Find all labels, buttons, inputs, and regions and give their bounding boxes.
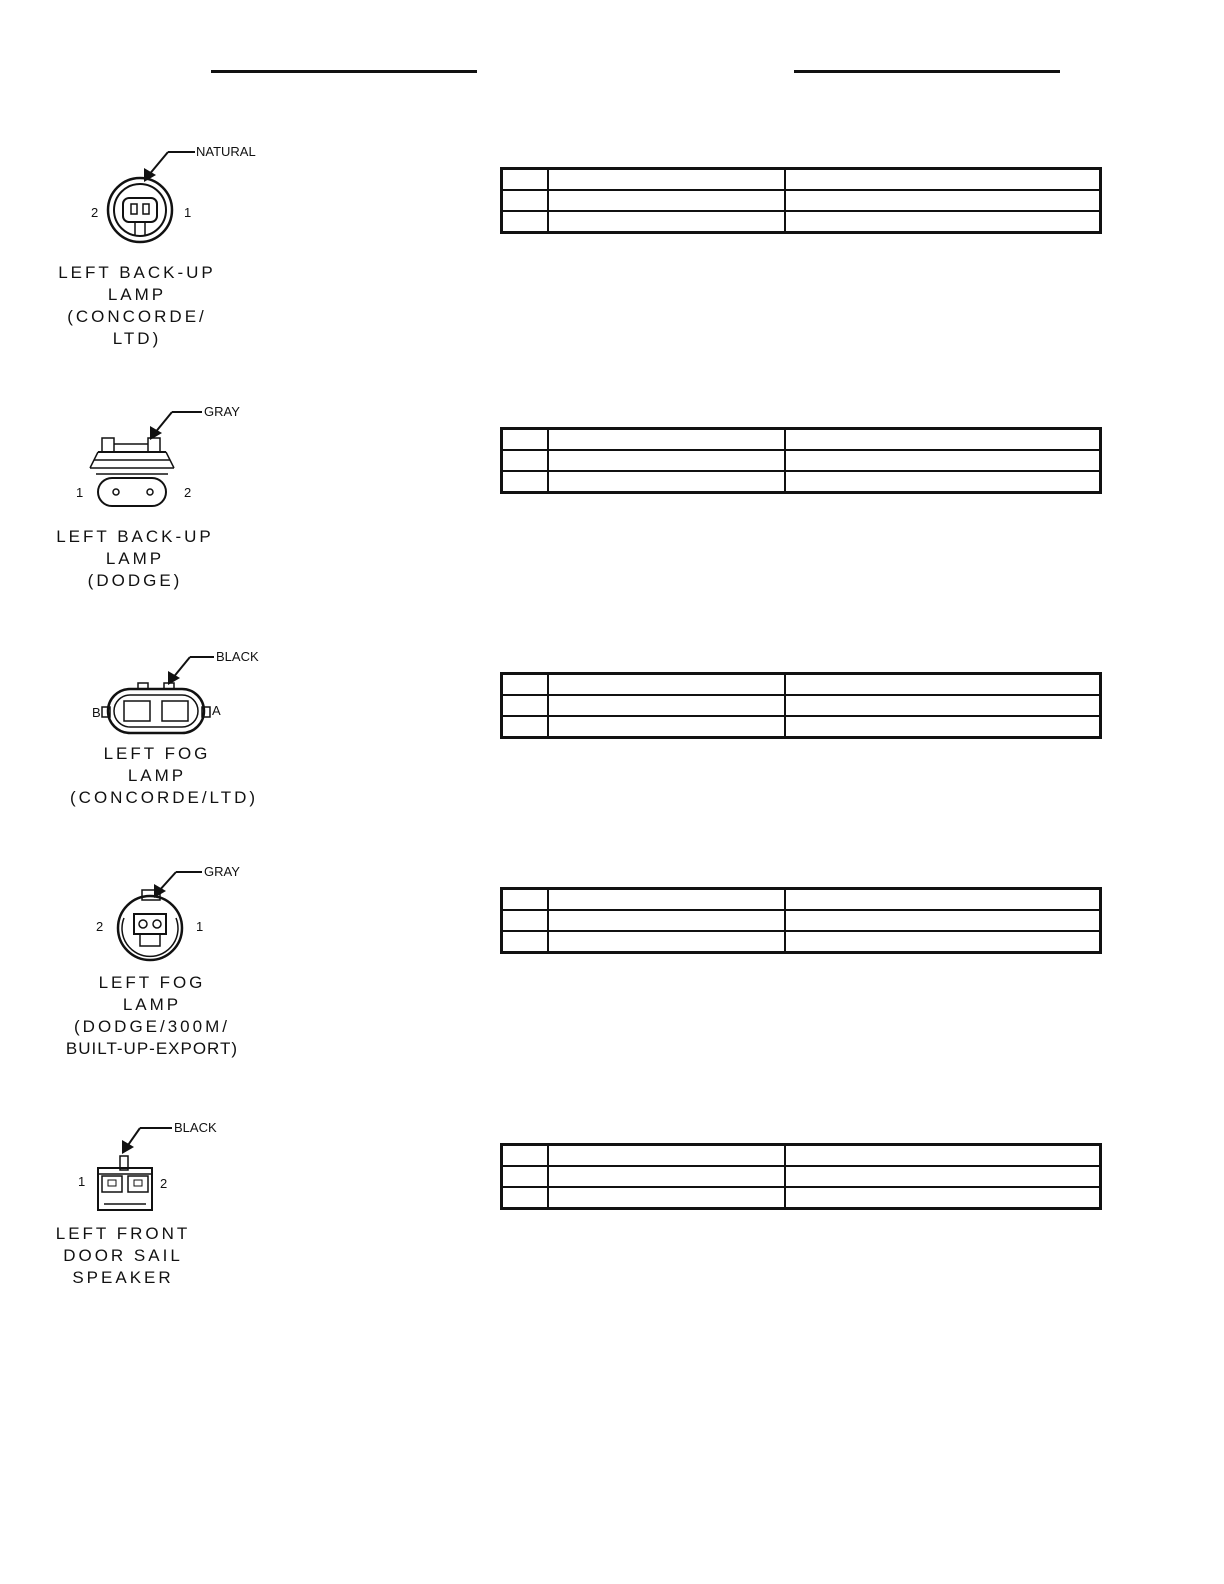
caption-line: (DODGE/300M/ [74, 1017, 230, 1036]
table-row [502, 429, 1101, 451]
table-row [502, 1187, 1101, 1209]
caption-line: (DODGE) [87, 571, 183, 590]
caption-line: LEFT BACK-UP [56, 527, 214, 546]
table-row [502, 450, 1101, 471]
pin-label: 1 [184, 205, 192, 220]
pin-table [500, 1143, 1102, 1210]
caption-line: LEFT BACK-UP [58, 263, 216, 282]
header-rule-right [794, 70, 1060, 73]
table-row [502, 190, 1101, 211]
caption-line: LTD) [112, 329, 162, 348]
color-label: BLACK [174, 1120, 217, 1135]
pin-table [500, 672, 1102, 739]
color-label: GRAY [204, 404, 240, 419]
caption-line: LEFT FOG [103, 744, 211, 763]
table-row [502, 910, 1101, 931]
connector-diagram-black-speaker [72, 1118, 252, 1218]
caption-line: LAMP [127, 766, 187, 785]
connector-caption [50, 526, 220, 592]
connector-diagram-gray-fog [90, 860, 270, 970]
color-label: BLACK [216, 649, 259, 664]
table-row [502, 889, 1101, 911]
header-rule-left [211, 70, 477, 73]
caption-line: LAMP [122, 995, 182, 1014]
table-row [502, 211, 1101, 233]
connector-caption [52, 262, 222, 350]
caption-line: (CONCORDE/LTD) [70, 788, 259, 807]
table-row [502, 931, 1101, 953]
table-row [502, 716, 1101, 738]
table-row [502, 695, 1101, 716]
table-row [502, 674, 1101, 696]
pin-label: 2 [96, 919, 104, 934]
connector-caption [64, 972, 240, 1060]
caption-line: (CONCORDE/ [67, 307, 207, 326]
table-row [502, 471, 1101, 493]
caption-line: BUILT-UP-EXPORT) [65, 1039, 239, 1058]
table-row [502, 169, 1101, 191]
pin-label: 1 [76, 485, 84, 500]
color-label: GRAY [204, 864, 240, 879]
caption-line: LEFT FRONT [55, 1224, 191, 1243]
caption-line: LAMP [107, 285, 167, 304]
table-row [502, 1166, 1101, 1187]
pin-label: 2 [184, 485, 192, 500]
table-row [502, 1145, 1101, 1167]
pin-label: 1 [78, 1174, 86, 1189]
pin-label: B [92, 705, 101, 720]
color-label: NATURAL [196, 144, 256, 159]
caption-line: LEFT FOG [98, 973, 206, 992]
connector-caption [50, 1223, 196, 1289]
connector-caption [70, 743, 259, 809]
pin-table [500, 427, 1102, 494]
pin-table [500, 167, 1102, 234]
caption-line: SPEAKER [72, 1268, 174, 1287]
connector-diagram-black [86, 645, 266, 745]
pin-label: 1 [196, 919, 204, 934]
connector-diagram-gray [70, 400, 250, 510]
pin-label: A [212, 703, 221, 718]
pin-label: 2 [91, 205, 99, 220]
pin-table [500, 887, 1102, 954]
caption-line: LAMP [105, 549, 165, 568]
caption-line: DOOR SAIL [63, 1246, 183, 1265]
pin-label: 2 [160, 1176, 168, 1191]
connector-diagram-natural [80, 140, 260, 250]
